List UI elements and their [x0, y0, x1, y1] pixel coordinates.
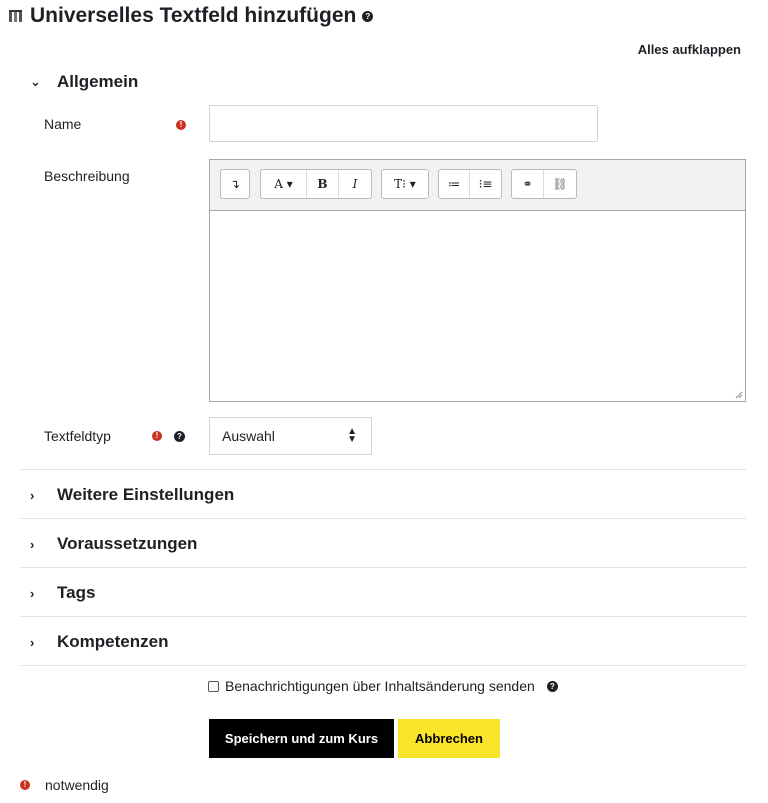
expand-all-link[interactable]: Alles aufklappen	[637, 42, 741, 57]
select-arrows-icon: ▲ ▼	[347, 426, 357, 445]
toolbar-group-style	[260, 169, 372, 199]
module-icon	[8, 8, 24, 24]
toolbar-group-collapse	[220, 169, 250, 199]
page-title-text: Universelles Textfeld hinzufügen	[30, 4, 357, 27]
link-icon[interactable]: ⚭	[512, 170, 544, 198]
section-general-title: Allgemein	[57, 72, 139, 91]
section-tags-title: Tags	[57, 583, 96, 602]
page-title	[8, 4, 373, 28]
chevron-down-icon: ⌄	[30, 74, 41, 89]
font-color-icon[interactable]: A ▾	[261, 170, 307, 198]
cancel-button[interactable]: Abbrechen	[398, 719, 500, 758]
editor-content-area[interactable]	[210, 211, 745, 401]
notify-row	[208, 678, 558, 694]
divider	[21, 567, 746, 568]
chevron-right-icon: ›	[30, 634, 35, 650]
field-type-select[interactable]	[209, 417, 372, 455]
required-icon: !	[176, 120, 186, 130]
description-editor	[209, 159, 746, 402]
help-icon[interactable]: ?	[362, 11, 373, 22]
divider	[21, 616, 746, 617]
editor-toolbar	[210, 160, 745, 211]
section-competencies-title: Kompetenzen	[57, 632, 169, 651]
toolbar-group-paragraph	[381, 169, 429, 199]
help-icon[interactable]: ?	[547, 681, 558, 692]
ordered-list-icon[interactable]: ⁝≡	[478, 177, 493, 191]
description-label: Beschreibung	[44, 168, 130, 184]
section-restrictions-title: Voraussetzungen	[57, 534, 198, 553]
italic-icon[interactable]: I	[352, 177, 358, 191]
name-label: Name	[44, 116, 82, 132]
toolbar-group-links	[511, 169, 577, 199]
toolbar-group-lists	[438, 169, 502, 199]
required-icon: !	[20, 780, 30, 790]
text-style-icon[interactable]: T⁝ ▾	[394, 177, 416, 191]
section-general-toggle[interactable]	[30, 72, 138, 92]
notify-label[interactable]: Benachrichtigungen über Inhaltsänderung senden	[225, 678, 535, 694]
required-legend	[20, 777, 109, 793]
name-input[interactable]	[209, 105, 598, 142]
notify-checkbox[interactable]	[208, 681, 219, 692]
section-more-settings-title: Weitere Einstellungen	[57, 485, 235, 504]
divider	[21, 469, 746, 470]
unlink-icon[interactable]: ⛓	[552, 177, 568, 191]
save-button[interactable]: Speichern und zum Kurs	[209, 719, 394, 758]
divider	[21, 518, 746, 519]
section-restrictions-toggle[interactable]	[30, 534, 197, 554]
bold-icon[interactable]: B	[307, 170, 339, 198]
section-tags-toggle[interactable]	[30, 583, 95, 603]
required-legend-text: notwendig	[45, 777, 109, 793]
section-more-settings-toggle[interactable]	[30, 485, 234, 505]
section-competencies-toggle[interactable]	[30, 632, 168, 652]
field-type-value: Auswahl	[222, 428, 275, 444]
divider	[21, 665, 746, 666]
help-icon[interactable]: ?	[174, 431, 185, 442]
field-type-label: Textfeldtyp	[44, 428, 111, 444]
unordered-list-icon[interactable]: ≔	[439, 170, 470, 198]
chevron-right-icon: ›	[30, 536, 35, 552]
chevron-right-icon: ›	[30, 487, 35, 503]
resize-handle-icon[interactable]	[735, 391, 743, 399]
chevron-right-icon: ›	[30, 585, 35, 601]
collapse-icon[interactable]: ↴	[229, 177, 241, 191]
required-icon: !	[152, 431, 162, 441]
